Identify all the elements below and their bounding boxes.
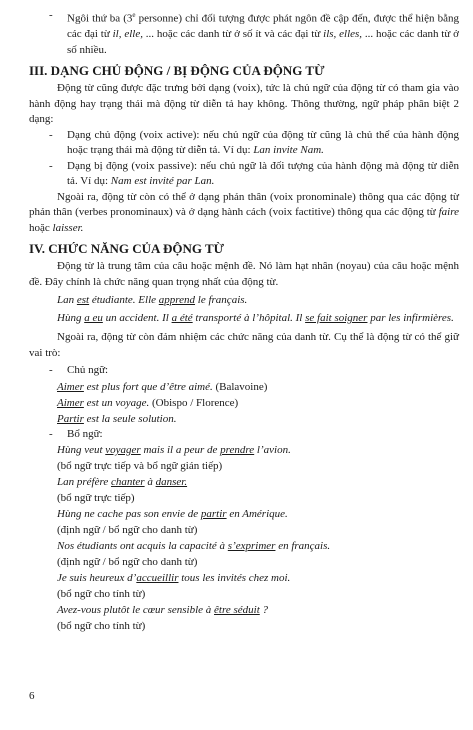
- text: Hùng veut: [57, 444, 106, 457]
- section3-intro: Động từ cũng được đặc trưng bởi dạng (voix), tức là chủ ngữ của động từ có tham gia vào hành động hay trạng thái mà động từ diễn tả hay không. Thông thường, ngữ pháp phân biệt 2 dạng:: [29, 82, 459, 126]
- bullet-dash: -: [49, 9, 53, 21]
- bullet-subject: [29, 363, 459, 379]
- text: ... hoặc các danh từ ở số nhiều.: [67, 28, 459, 56]
- complement-example-4: [29, 538, 459, 554]
- text: Lan préfère: [57, 476, 111, 489]
- text: Nos étudiants ont acquis la capacité à: [57, 540, 228, 553]
- text: Hùng: [57, 312, 85, 325]
- complement-note-3: (định ngữ / bổ ngữ cho danh từ): [57, 524, 198, 537]
- source: (Obispo / Florence): [152, 396, 239, 409]
- text: Ngôi thứ ba (3: [67, 12, 133, 25]
- text: Lan: [57, 294, 77, 307]
- text: Dạng chủ động (voix active): nếu chủ ngữ của động từ cũng là chủ thể của hành động hoặc trạng thái mà động từ diễn tả. Ví dụ:: [67, 128, 459, 157]
- source: (Balavoine): [215, 380, 268, 393]
- underlined-verb: chanter: [110, 476, 145, 489]
- text: ... hoặc các danh từ ở số ít và các đại từ: [142, 28, 324, 41]
- text: par les infirmières.: [367, 312, 454, 325]
- complement-note-2: (bổ ngữ trực tiếp): [57, 492, 135, 505]
- page-number: 6: [29, 690, 35, 702]
- bullet-third-person: [29, 8, 459, 58]
- complement-example-5: [29, 570, 459, 586]
- underlined-verb: partir: [200, 508, 227, 521]
- section-heading-4: IV. CHỨC NĂNG CỦA ĐỘNG TỪ: [29, 241, 225, 257]
- complement-example-6: [29, 602, 459, 618]
- text: transporté à l’hôpital. Il: [192, 312, 306, 325]
- underlined-verb: a été: [171, 312, 193, 325]
- subject-example-3: [29, 411, 459, 427]
- underlined-verb: danser.: [155, 476, 188, 489]
- underlined-verb: être séduit: [214, 604, 260, 617]
- text: l’avion.: [254, 444, 291, 457]
- text: un accident. Il: [102, 312, 172, 325]
- section3-note: [29, 190, 459, 237]
- italic-text: Nam est invité par Lan.: [110, 175, 215, 188]
- italic-text: laisser.: [52, 221, 84, 234]
- underlined-verb: s’exprimer: [227, 540, 276, 553]
- section4-intro: Động từ là trung tâm của câu hoặc mệnh đề. Nó làm hạt nhân (noyau) của câu hoặc mệnh đề. Đây chính là chức năng quan trọng nhất của động từ.: [29, 260, 459, 288]
- label: Bổ ngữ:: [67, 427, 103, 440]
- text: Je suis heureux d’: [57, 572, 137, 585]
- complement-note-1: (bổ ngữ trực tiếp và bổ ngữ gián tiếp): [57, 460, 223, 473]
- example-1: [29, 292, 459, 308]
- text: Avez-vous plutôt le cœur sensible à: [57, 604, 215, 617]
- text: étudiante. Elle: [89, 294, 159, 307]
- complement-note-5: (bổ ngữ cho tính từ): [57, 588, 146, 601]
- section4-note: Ngoài ra, động từ còn đảm nhiệm các chức năng của danh từ. Cụ thể là động từ có thể giữ vai trò:: [29, 331, 459, 359]
- text: Dạng bị động (voix passive): nếu chủ ngữ là đối tượng của hành động mà động từ diễn tả. Ví dụ:: [67, 159, 459, 188]
- text: tous les invités chez moi.: [178, 572, 291, 585]
- text: hoặc: [29, 221, 53, 234]
- italic-text: faire: [438, 206, 459, 219]
- text: personne) chỉ đối tượng được phát ngôn đề cập đến, được thể hiện bằng các đại từ: [67, 12, 459, 41]
- underlined-verb: apprend: [158, 294, 196, 307]
- superscript: e: [132, 11, 136, 19]
- text: Hùng ne cache pas son envie de: [57, 508, 201, 521]
- underlined-verb: Partir: [57, 412, 84, 425]
- complement-example-2: [29, 474, 459, 490]
- italic-text: ils, elles,: [323, 28, 363, 41]
- text: en Amérique.: [226, 508, 288, 521]
- text: ?: [259, 604, 268, 617]
- bullet-dash: -: [49, 128, 53, 141]
- label: Chủ ngữ:: [67, 364, 109, 377]
- underlined-verb: prendre: [220, 444, 255, 457]
- text: mais il a peur de: [140, 444, 221, 457]
- underlined-verb: voyager: [105, 444, 141, 457]
- page-content: [29, 8, 459, 634]
- bullet-dash: -: [49, 364, 53, 377]
- section-heading-3: III. DẠNG CHỦ ĐỘNG / BỊ ĐỘNG CỦA ĐỘNG TỪ: [29, 63, 325, 79]
- bullet-passive-voice: [29, 159, 459, 190]
- underlined-verb: se fait soigner: [305, 312, 368, 325]
- text: à: [144, 476, 156, 489]
- complement-example-1: [29, 442, 459, 458]
- text: est la seule solution.: [83, 412, 177, 425]
- underlined-verb: accueillir: [136, 572, 179, 585]
- example-2: [29, 310, 459, 326]
- bullet-dash: -: [49, 427, 53, 440]
- text: le français.: [195, 294, 248, 307]
- complement-example-3: [29, 506, 459, 522]
- underlined-verb: est: [76, 294, 90, 307]
- underlined-verb: Aimer: [57, 380, 84, 393]
- complement-note-4: (định ngữ / bổ ngữ cho danh từ): [57, 556, 198, 569]
- text: est plus fort que d’être aimé.: [83, 380, 216, 393]
- underlined-verb: Aimer: [57, 396, 84, 409]
- text: en français.: [275, 540, 331, 553]
- underlined-verb: a eu: [84, 312, 103, 325]
- complement-note-6: (bổ ngữ cho tính từ): [57, 620, 146, 633]
- text: Ngoài ra, động từ còn có thể ở dạng phản thân (voix pronominale) thông qua các động từ phản thân (verbes pronominaux) và ở dạng hành cách (voix factitive) thông qua các động từ: [29, 190, 459, 219]
- bullet-complement: [29, 427, 459, 443]
- bullet-active-voice: [29, 128, 459, 159]
- subject-example-1: [29, 379, 459, 395]
- text: est un voyage.: [83, 396, 153, 409]
- subject-example-2: [29, 395, 459, 411]
- italic-text: Lan invite Nam.: [253, 144, 324, 157]
- bullet-dash: -: [49, 159, 53, 172]
- italic-text: il, elle,: [112, 28, 143, 41]
